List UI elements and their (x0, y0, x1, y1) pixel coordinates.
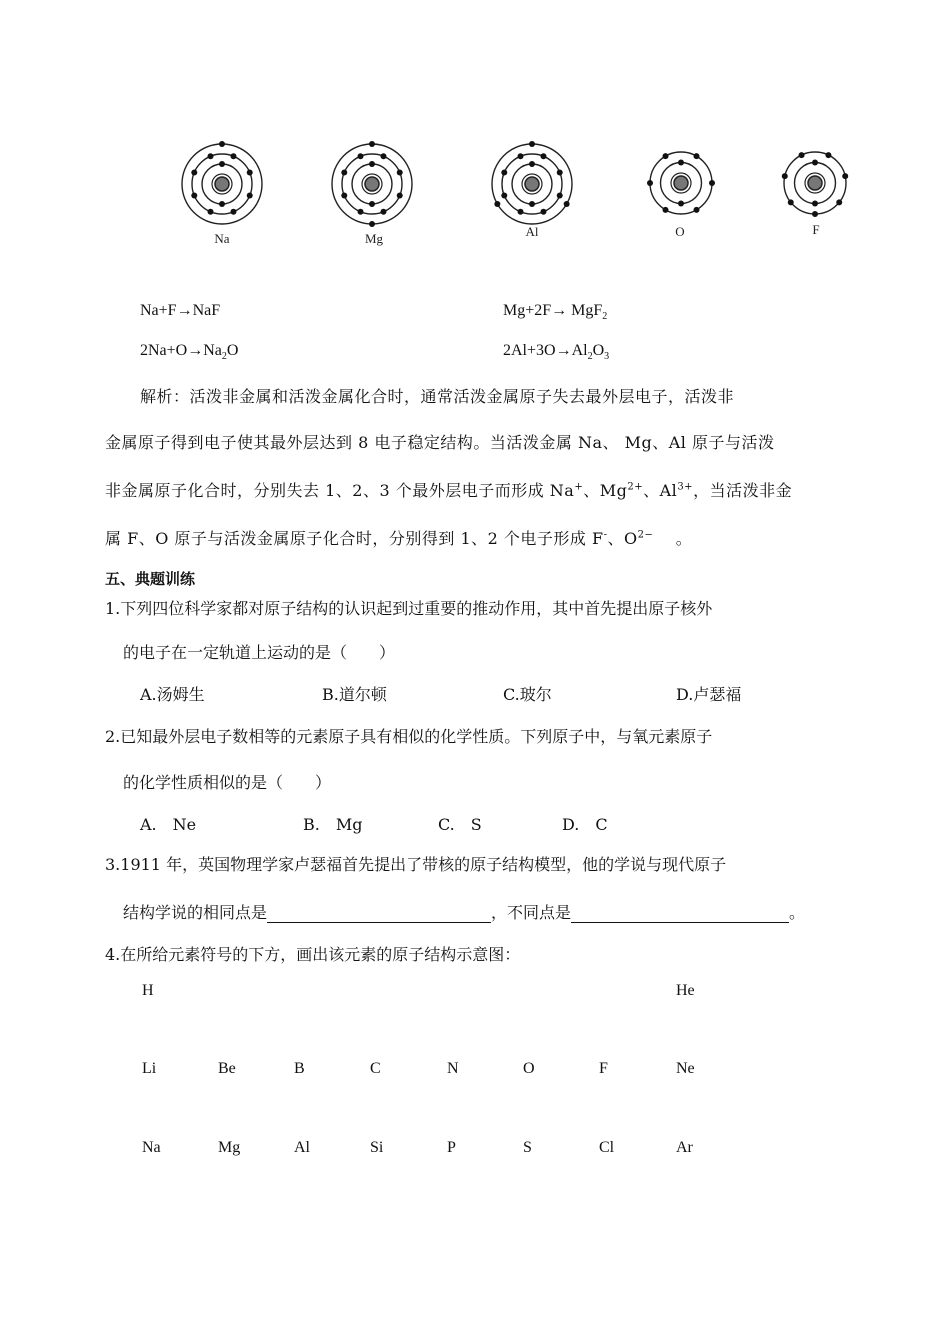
atom-label-na: Na (214, 231, 230, 246)
electron (341, 192, 347, 198)
equation-al-o: $2Al+3O\to Al_2O_3$ (503, 342, 610, 363)
electron (663, 207, 669, 213)
nucleus (365, 177, 379, 191)
electron (842, 173, 848, 179)
element-li: Li (142, 1060, 157, 1077)
electron (557, 170, 563, 176)
q2-line-2: 的化学性质相似的是（ ） (123, 773, 332, 792)
element-n: N (447, 1060, 459, 1077)
electron (380, 209, 386, 215)
electron (540, 153, 546, 159)
q3-line-1: 3.1911 年，英国物理学家卢瑟福首先提出了带核的原子结构模型，他的学说与现代原子 (105, 855, 727, 874)
q2-option-a: A. Ne (140, 815, 197, 834)
element-o: O (523, 1060, 535, 1077)
electron (799, 152, 805, 158)
element-p: P (447, 1139, 456, 1156)
electron (397, 170, 403, 176)
q2-line-1: 2.已知最外层电子数相等的元素原子具有相似的化学性质。下列原子中，与氧元素原子 (105, 727, 713, 746)
q4-line-1: 4.在所给元素符号的下方，画出该元素的原子结构示意图： (105, 945, 521, 964)
q2-option-d: D. C (562, 815, 608, 834)
f-atom-diagram (780, 148, 850, 218)
element-be: Be (218, 1060, 236, 1077)
electron (191, 170, 197, 176)
electron (501, 170, 507, 176)
element-al: Al (294, 1139, 310, 1156)
element-c: C (370, 1060, 381, 1077)
electron (825, 152, 831, 158)
electron (694, 153, 700, 159)
q1-line-2: 的电子在一定轨道上运动的是（ ） (123, 643, 396, 662)
electron (812, 211, 818, 217)
electron (812, 160, 818, 166)
electron (501, 192, 507, 198)
electron (518, 209, 524, 215)
electron (557, 192, 563, 198)
equation-na-o: $2Na+O\to Na_2O$ (140, 342, 239, 363)
element-mg: Mg (218, 1139, 241, 1156)
element-f: F (599, 1060, 608, 1077)
nucleus (674, 176, 688, 190)
analysis-line-2: 金属原子得到电子使其最外层达到 8 电子稳定结构。当活泼金属 Na、 Mg、Al 原子与活泼 (105, 433, 775, 452)
mg-atom-diagram (328, 140, 416, 228)
electron (663, 153, 669, 159)
electron (358, 153, 364, 159)
q3-blank-different[interactable] (571, 906, 789, 923)
electron (369, 201, 375, 207)
electron (369, 221, 375, 227)
element-cl: Cl (599, 1139, 615, 1156)
electron (529, 141, 535, 147)
section-title: 五、典题训练 (105, 570, 196, 588)
electron (380, 153, 386, 159)
electron (247, 192, 253, 198)
electron (219, 141, 225, 147)
electron (836, 199, 842, 205)
q1-option-c: C.玻尔 (503, 685, 552, 704)
electron (678, 160, 684, 166)
electron (564, 201, 570, 207)
element-na: Na (142, 1139, 161, 1156)
nucleus (215, 177, 229, 191)
electron (219, 161, 225, 167)
electron (540, 209, 546, 215)
electron (788, 199, 794, 205)
element-si: Si (370, 1139, 384, 1156)
na-atom-diagram (178, 140, 266, 228)
q2-option-c: C. S (438, 815, 482, 834)
nucleus (808, 176, 822, 190)
q2-option-b: B. Mg (303, 815, 363, 834)
analysis-line-3: 非金属原子化合时，分别失去 1、2、3 个最外层电子而形成 Na+、$Mg^{2+}$、$Al^{3+}$，当活泼非金 (105, 481, 793, 500)
electron (230, 209, 236, 215)
q1-option-b: B.道尔顿 (322, 685, 387, 704)
element-s: S (523, 1139, 532, 1156)
electron (208, 153, 214, 159)
electron (494, 201, 500, 207)
element-h: H (142, 982, 154, 999)
electron (529, 161, 535, 167)
electron (369, 141, 375, 147)
electron (358, 209, 364, 215)
o-atom-diagram (646, 148, 716, 218)
q1-option-d: D.卢瑟福 (676, 685, 742, 704)
q1-line-1: 1.下列四位科学家都对原子结构的认识起到过重要的推动作用，其中首先提出原子核外 (105, 599, 713, 618)
element-ne: Ne (676, 1060, 695, 1077)
electron (219, 201, 225, 207)
al-atom-diagram (488, 140, 576, 228)
electron (529, 201, 535, 207)
analysis-line-1: 解析：活泼非金属和活泼金属化合时，通常活泼金属原子失去最外层电子，活泼非 (140, 387, 735, 406)
q1-option-a: A.汤姆生 (140, 685, 205, 704)
atom-label-al: Al (525, 224, 539, 239)
electron (709, 180, 715, 186)
electron (230, 153, 236, 159)
nucleus (525, 177, 539, 191)
equation-na-f: Na+F→NaF (140, 302, 221, 319)
electron (782, 173, 788, 179)
electron (191, 192, 197, 198)
atom-label-f: F (812, 222, 820, 237)
electron (694, 207, 700, 213)
electron (647, 180, 653, 186)
atom-label-o: O (675, 224, 685, 239)
electron (397, 192, 403, 198)
electron (518, 153, 524, 159)
electron (341, 170, 347, 176)
electron (247, 170, 253, 176)
electron (208, 209, 214, 215)
q3-line-2: 结构学说的相同点是 ，不同点是 。 (123, 903, 806, 922)
q3-blank-same[interactable] (267, 906, 491, 923)
electron (369, 161, 375, 167)
element-he: He (676, 982, 695, 999)
electron (678, 201, 684, 207)
atom-label-mg: Mg (364, 231, 384, 246)
element-ar: Ar (676, 1139, 693, 1156)
equation-mg-f: Mg+2F→ MgF$_2$ (503, 302, 608, 323)
analysis-line-4: 属 F、O 原子与活泼金属原子化合时，分别得到 1、2 个电子形成 F-、$O^{2-}$ 。 (105, 529, 693, 548)
element-b: B (294, 1060, 305, 1077)
electron (812, 201, 818, 207)
